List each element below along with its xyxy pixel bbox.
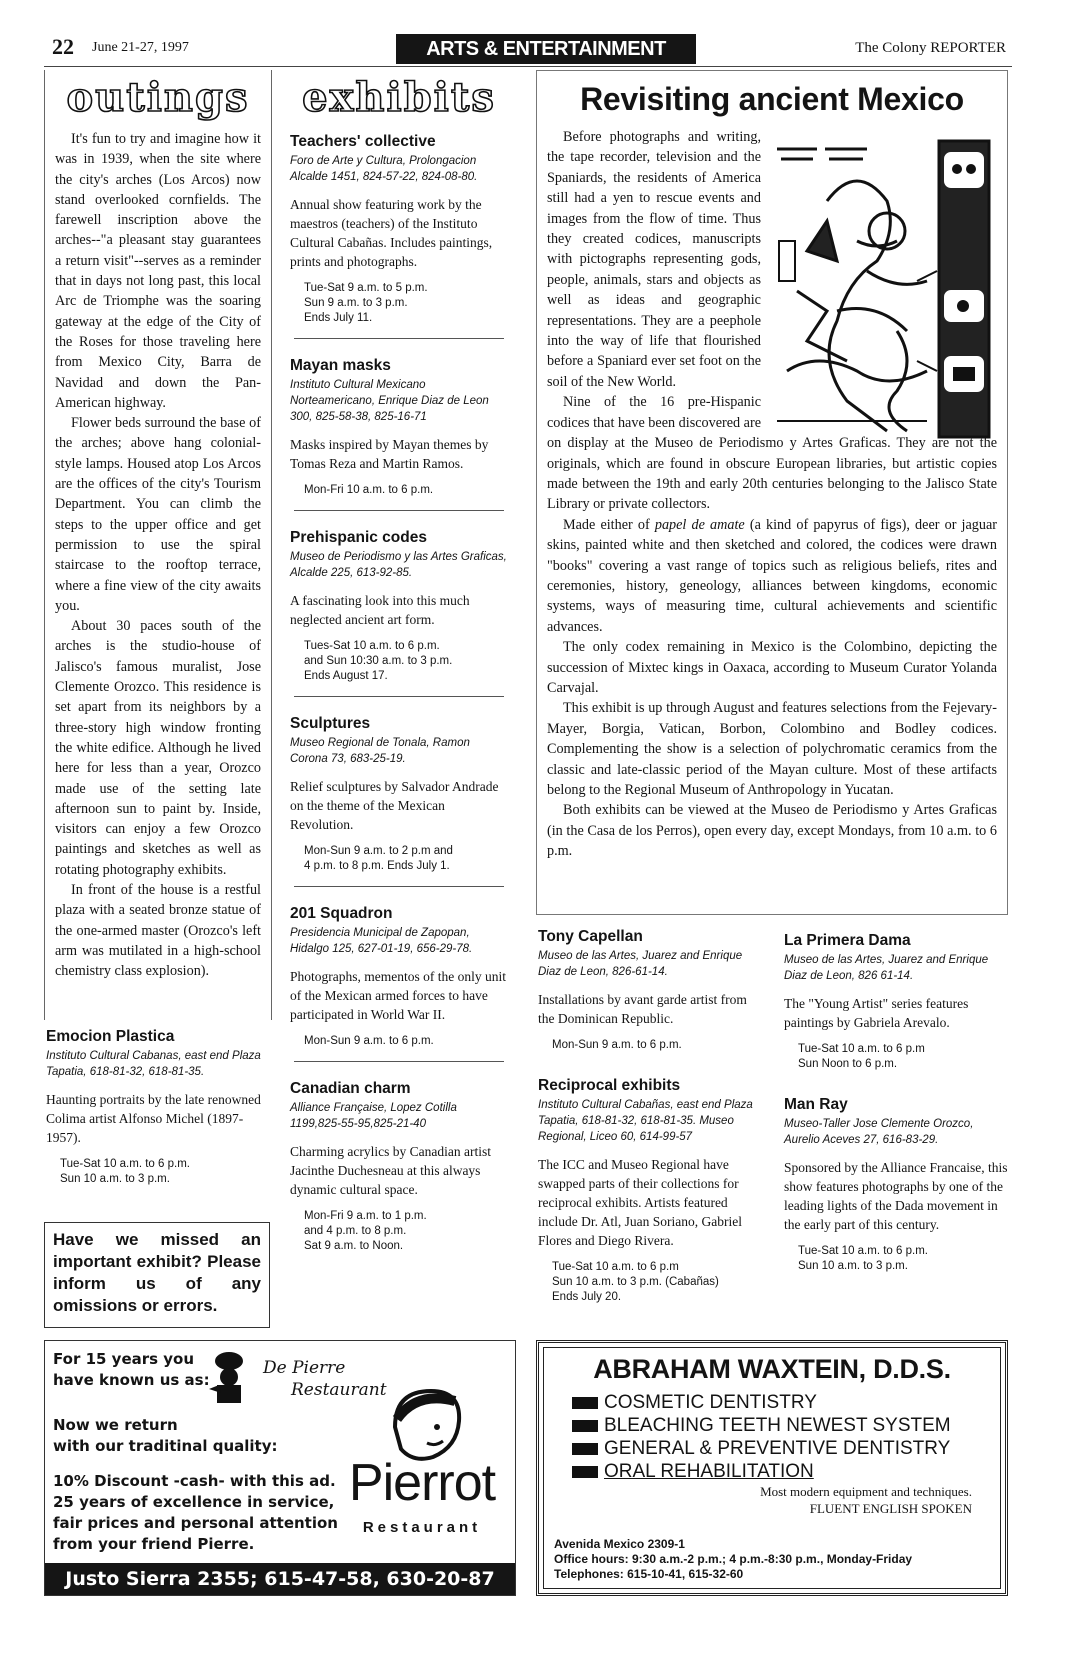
bullet-icon	[572, 1420, 598, 1432]
exhibit-hours: Tues-Sat 10 a.m. to 6 p.m. and Sun 10:30 a.m. to 3 p.m. Ends August 17.	[304, 640, 453, 682]
exhibit-entry	[290, 357, 508, 498]
exhibit-entry	[290, 529, 508, 684]
exhibit-hours: Mon-Sun 9 a.m. to 6 p.m.	[552, 1039, 682, 1051]
exhibit-name: Reciprocal exhibits	[538, 1077, 681, 1094]
exhibit-name: Emocion Plastica	[46, 1028, 175, 1045]
bullet-icon	[572, 1443, 598, 1455]
outings-title: outings	[66, 74, 250, 121]
publication-name: The Colony REPORTER	[855, 40, 1006, 56]
exhibit-name: Man Ray	[784, 1096, 848, 1113]
exhibit-name: Mayan masks	[290, 357, 391, 374]
header-rule	[44, 66, 1012, 67]
exhibit-description: The "Young Artist" series features paintings by Gabriela Arevalo.	[784, 996, 969, 1030]
dentist-tagline: Most modern equipment and techniques. FLUENT ENGLISH SPOKEN	[760, 1484, 972, 1516]
pierrot-ad-offer: 10% Discount -cash- with this ad. 25 years of excellence in service, fair prices and personal attention from your friend Pierre.	[53, 1472, 338, 1553]
feature-article	[536, 70, 1008, 915]
missed-exhibit-box	[44, 1222, 270, 1328]
exhibit-hours: Tue-Sat 10 a.m. to 6 p.m. Sun 10 a.m. to 3 p.m.	[798, 1245, 928, 1272]
exhibit-description: Sponsored by the Alliance Francaise, this show features photographs by one of the leading lights of the Dada movement in the early part of this century.	[784, 1160, 1008, 1232]
exhibit-divider	[294, 338, 504, 339]
feature-paragraph: The only codex remaining in Mexico is the Colombino, depicting the succession of Mixtec kings in Oaxaca, according to Museum Curator Yolanda Carvajal.	[547, 639, 997, 696]
exhibit-divider	[294, 1061, 504, 1062]
outings-paragraph: Flower beds surround the base of the arches; above hang colonial-style lamps. Housed atop Los Arcos are the offices of the city's Tourism Department. You can climb the steps to the upper office and get permission to use the spiral staircase to the rooftop terrace, where a fine view of the city awaits you.	[55, 415, 261, 614]
service-item: GENERAL & PREVENTIVE DENTISTRY	[572, 1437, 1000, 1460]
outings-column	[44, 70, 272, 1020]
exhibit-description: The ICC and Museo Regional have swapped parts of their collections for reciprocal exhibits. Artists featured include Dr. Atl, Juan Soriano, Gabriel Flores and Diego Rivera.	[538, 1157, 742, 1248]
exhibit-description: Photographs, mementos of the only unit of the Mexican armed forces to have participated in World War II.	[290, 969, 506, 1022]
exhibit-name: Canadian charm	[290, 1080, 411, 1097]
exhibit-description: Masks inspired by Mayan themes by Tomas Reza and Martin Ramos.	[290, 437, 489, 471]
exhibit-name: Prehispanic codes	[290, 529, 427, 546]
exhibit-name: La Primera Dama	[784, 932, 911, 949]
feature-paragraph: Made either of papel de amate (a kind of papyrus of figs), deer or jaguar skins, painted white and then sketched and colored, the codices were drawn "books" covering a vast range of topics such as religious beliefs, rites and ceremonies, history, geneology, alliances between kingdoms, economic systems, ways of measuring time, cultural achievements and scientific advances.	[547, 516, 998, 635]
exhibit-divider	[294, 886, 504, 887]
exhibits-column	[290, 70, 508, 1254]
feature-paragraph: Nine of the 16 pre-Hispanic codices that have been discovered are on display at the Museo de Periodismo y Artes Graficas. They are not the originals, which are found in obscure European libraries, but artistic copies made between the 19th and early 20th centuries belonging to the Jalisco State Library or private collectors.	[547, 394, 997, 513]
exhibit-name: Sculptures	[290, 715, 371, 732]
feature-float-spacer	[761, 127, 997, 431]
exhibit-entry	[290, 715, 508, 874]
exhibit-description: Annual show featuring work by the maestros (teachers) of the Instituto Cultural Cabañas. Includes paintings, prints and photographs.	[290, 197, 493, 269]
service-item: COSMETIC DENTISTRY	[572, 1391, 1000, 1414]
exhibit-venue: Museo-Taller Jose Clemente Orozco, Aurelio Aceves 27, 616-83-29.	[784, 1118, 974, 1146]
exhibit-venue: Museo de Periodismo y las Artes Graficas, Alcalde 225, 613-92-85.	[290, 551, 507, 579]
exhibit-entry	[290, 905, 508, 1049]
exhibit-description: A fascinating look into this much neglected ancient art form.	[290, 593, 470, 627]
exhibit-divider	[294, 696, 504, 697]
exhibit-name: 201 Squadron	[290, 905, 393, 922]
dentist-name: ABRAHAM WAXTEIN, D.D.S.	[593, 1354, 951, 1384]
exhibit-hours: Mon-Sun 9 a.m. to 6 p.m.	[304, 1035, 434, 1047]
exhibit-entry	[290, 1080, 508, 1254]
feature-paragraph: Before photographs and writing, the tape recorder, television and the Spaniards, the residents of America still had a yen to rescue events and images from the flow of time. Thus they created codices, manuscripts with pictographs representing gods, people, animals, stars and objects as well as ideas and geographic representations. They are a peephole into the way of life that flourished before a Spaniard ever set foot on the soil of the New World.	[547, 129, 761, 390]
exhibit-description: Relief sculptures by Salvador Andrade on the theme of the Mexican Revolution.	[290, 779, 499, 832]
exhibit-description: Installations by avant garde artist from the Dominican Republic.	[538, 992, 747, 1026]
feature-body	[547, 127, 997, 862]
bullet-icon	[572, 1466, 598, 1478]
service-item: BLEACHING TEETH NEWEST SYSTEM	[572, 1414, 1000, 1437]
exhibit-venue: Museo de las Artes, Juarez and Enrique Diaz de Leon, 826-61-14.	[538, 950, 743, 978]
dentist-services	[572, 1391, 1000, 1483]
exhibit-hours: Mon-Fri 10 a.m. to 6 p.m.	[304, 484, 434, 496]
pierrot-ad-return: Now we return with our traditinal quality:	[53, 1416, 278, 1455]
exhibits-title: exhibits	[302, 74, 496, 121]
exhibit-entry	[538, 1077, 764, 1305]
exhibit-venue: Instituto Cultural Cabañas, east end Plaza Tapatia, 618-81-32, 618-81-35. Museo Regional, Liceo 60, 614-99-57	[538, 1099, 753, 1143]
exhibit-venue: Foro de Arte y Cultura, Prolongacion Alcalde 1451, 824-57-22, 824-08-80.	[290, 155, 478, 183]
dentist-ad	[536, 1340, 1008, 1596]
pierre-chef-icon	[207, 1349, 257, 1413]
exhibit-name: Tony Capellan	[538, 928, 643, 945]
exhibit-entry	[784, 932, 1010, 1072]
outings-paragraph: In front of the house is a restful plaza with a seated bronze statue of the one-armed master (Orozco's left arm was mutilated in a high-school chemistry class explosion).	[55, 881, 261, 980]
exhibit-hours: Mon-Fri 9 a.m. to 1 p.m. and 4 p.m. to 8 p.m. Sat 9 a.m. to Noon.	[304, 1210, 427, 1252]
exhibit-entry	[290, 133, 508, 326]
exhibit-name: Teachers' collective	[290, 133, 436, 150]
exhibit-entry	[784, 1096, 1010, 1274]
pierrot-address-bar: Justo Sierra 2355; 615-47-58, 630-20-87	[45, 1563, 515, 1595]
missed-exhibit-text: Have we missed an important exhibit? Please inform us of any omissions or errors.	[53, 1230, 261, 1315]
exhibit-venue: Instituto Cultural Mexicano Norteamericano, Enrique Diaz de Leon 300, 825-58-38, 825-16-71	[290, 379, 489, 423]
exhibit-hours: Tue-Sat 9 a.m. to 5 p.m. Sun 9 a.m. to 3 p.m. Ends July 11.	[304, 282, 428, 324]
exhibit-venue: Presidencia Municipal de Zapopan, Hidalgo 125, 627-01-19, 656-29-78.	[290, 927, 473, 955]
feature-title: Revisiting ancient Mexico	[580, 81, 964, 117]
exhibits-right-column-a	[538, 928, 764, 1305]
pierrot-logo: Pierrot	[348, 1454, 496, 1512]
pierrot-logo-sub: Restaurant	[362, 1519, 482, 1536]
exhibit-hours: Tue-Sat 10 a.m. to 6 p.m Sun 10 a.m. to 3 p.m. (Cabañas) Ends July 20.	[552, 1261, 719, 1303]
exhibit-venue: Museo de las Artes, Juarez and Enrique Diaz de Leon, 826 61-14.	[784, 954, 989, 982]
exhibit-description: Haunting portraits by the late renowned Colima artist Alfonso Michel (1897-1957).	[46, 1092, 261, 1145]
feature-paragraph: Both exhibits can be viewed at the Museo de Periodismo y Artes Graficas (in the Casa de los Perros), open every day, except Mondays, from 10 a.m. to 6 p.m.	[547, 802, 997, 860]
exhibit-venue: Instituto Cultural Cabanas, east end Plaza Tapatia, 618-81-32, 618-81-35.	[46, 1050, 261, 1078]
exhibit-emocion-plastica	[46, 1028, 272, 1187]
dentist-contact: Avenida Mexico 2309-1 Office hours: 9:30 a.m.-2 p.m.; 4 p.m.-8:30 p.m., Monday-Friday Telephones: 615-10-41, 615-32-60	[554, 1537, 913, 1581]
exhibit-venue: Museo Regional de Tonala, Ramon Corona 73, 683-25-19.	[290, 737, 470, 765]
service-item: ORAL REHABILITATION	[572, 1460, 1000, 1483]
exhibit-description: Charming acrylics by Canadian artist Jacinthe Duchesneau at this always dynamic cultural space.	[290, 1144, 491, 1197]
exhibit-hours: Mon-Sun 9 a.m. to 2 p.m and 4 p.m. to 8 p.m. Ends July 1.	[304, 845, 453, 872]
outings-paragraph: It's fun to try and imagine how it was in 1939, when the site where the city's arches (Los Arcos) now stand overlooked cornfields. The farewell inscription above the arches--"a pleasant stay guarantees a return visit"--serves as a reminder that in days not long past, this local Arc de Triomphe was the soaring gateway at the edge of the City of the Roses for those traveling here from Mexico City, Barra de Navidad and down the Pan-American highway.	[55, 131, 261, 411]
exhibit-hours: Tue-Sat 10 a.m. to 6 p.m Sun Noon to 6 p.m.	[798, 1043, 925, 1070]
exhibit-divider	[294, 510, 504, 511]
outings-paragraph: About 30 paces south of the arches is the studio-house of Jalisco's famous muralist, Jose Clemente Orozco. This residence is set apart from its neighbors by a three-story high window fronting the white edifice. Although he lived here for less than a year, Orozco made use of the setting late afternoon sun to paint by. Inside, visitors can enjoy a few Orozco paintings and sketches as well as rotating photography exhibits.	[55, 618, 261, 878]
exhibits-right-column-b	[784, 932, 1010, 1274]
exhibit-venue: Alliance Française, Lopez Cotilla 1199,825-55-95,825-21-40	[290, 1102, 457, 1130]
exhibit-hours: Tue-Sat 10 a.m. to 6 p.m. Sun 10 a.m. to 3 p.m.	[60, 1158, 190, 1185]
pierrot-ad-intro: For 15 years you have known us as:	[53, 1350, 210, 1389]
exhibits-list	[290, 133, 508, 1254]
section-banner: ARTS & ENTERTAINMENT	[396, 34, 696, 64]
bullet-icon	[572, 1397, 598, 1409]
pierrot-ad	[44, 1340, 516, 1596]
exhibit-entry	[538, 928, 764, 1053]
feature-paragraph: This exhibit is up through August and features selections from the Fejevary-Mayer, Borgia, Vatican, Borbon, Colombino and Bodley codices. Complementing the show is a selection of polychromatic ceramics from the classic and late-classic period of the Mayan culture. Most of these artifacts belong to the Regional Museum of Anthropology in Yucatan.	[547, 700, 997, 798]
outings-body	[45, 121, 271, 981]
page-number: 22	[52, 34, 74, 59]
issue-date: June 21-27, 1997	[92, 40, 189, 55]
de-pierre-logo: De Pierre Restaurant	[263, 1358, 387, 1400]
